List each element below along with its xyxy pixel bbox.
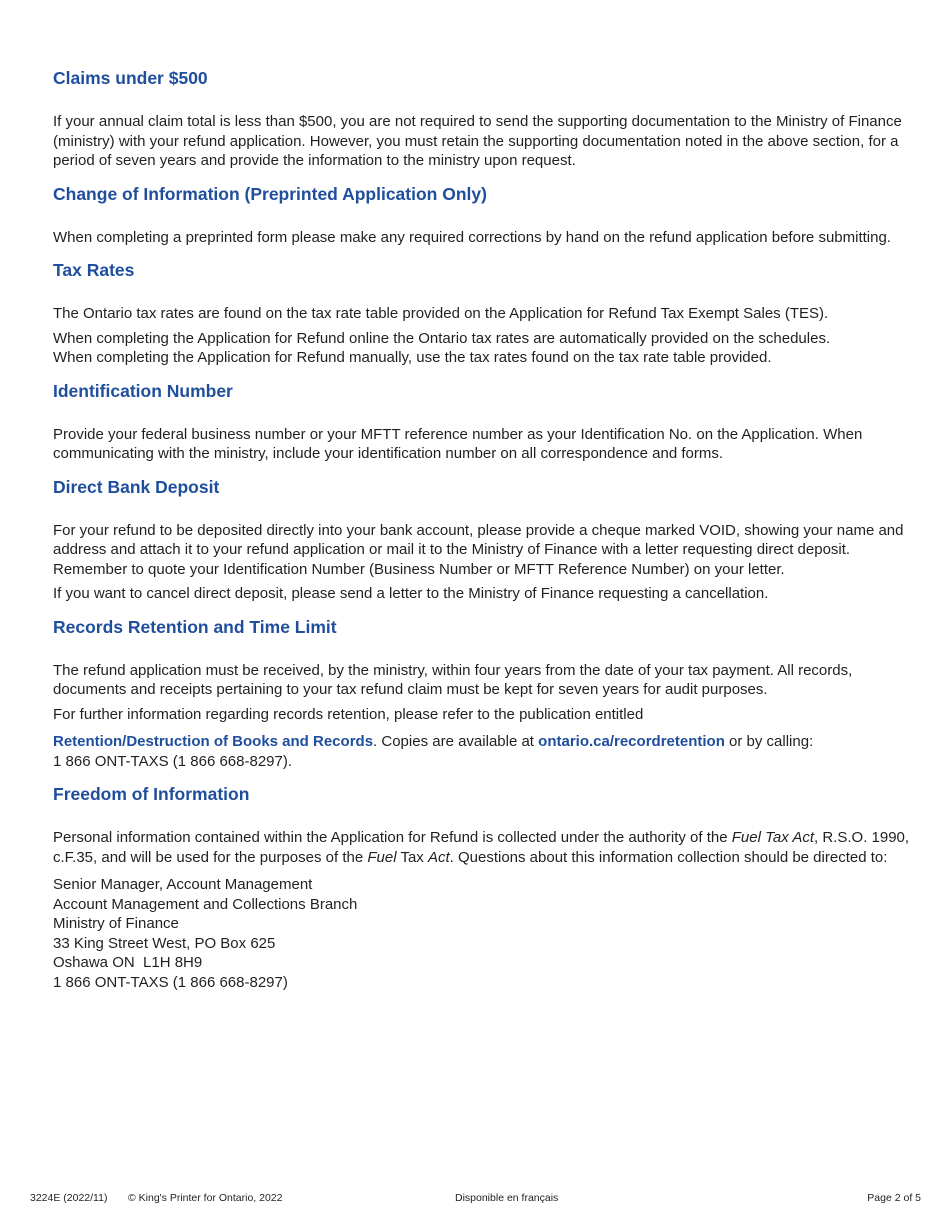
document-body <box>53 66 913 1003</box>
records-phone: 1 866 ONT-TAXS (1 866 668-8297). <box>53 752 293 770</box>
french-availability: Disponible en français <box>455 1192 559 1204</box>
section-tax-rates <box>53 258 913 368</box>
act-word-italic: Act <box>427 848 450 866</box>
heading-records-retention: Records Retention and Time Limit <box>53 616 337 637</box>
address-line: Ministry of Finance <box>53 915 179 932</box>
heading-identification-number: Identification Number <box>53 380 233 401</box>
section-identification-number <box>53 379 913 464</box>
record-retention-website-link[interactable]: ontario.ca/recordretention <box>538 733 725 750</box>
records-text-end: or by calling: <box>724 733 814 750</box>
foi-text-b: , R.S.O. 1990, c.F.35, and will be used for the purposes of the <box>53 829 910 866</box>
tax-rates-paragraph-1: The Ontario tax rates are found on the tax rate table provided on the Application for Refund Tax Exempt Sales (TES). <box>53 305 829 322</box>
deposit-paragraph-2: If you want to cancel direct deposit, please send a letter to the Ministry of Finance requesting a cancellation. <box>53 585 769 602</box>
section-direct-bank-deposit <box>53 475 913 604</box>
tax-word: Tax <box>396 848 428 866</box>
identification-paragraph: Provide your federal business number or your MFTT reference number as your Identification No. on the Application. When communicating with the ministry, include your identification number on all correspondence and forms. <box>53 425 863 462</box>
heading-change-of-information: Change of Information (Preprinted Application Only) <box>53 183 487 204</box>
records-text-mid: . Copies are available at <box>373 733 539 750</box>
address-line: Senior Manager, Account Management <box>53 876 313 893</box>
foi-text-a: Personal information contained within the Application for Refund is collected under the authority of the <box>53 829 732 846</box>
foi-paragraph <box>53 828 913 867</box>
publication-link[interactable]: Retention/Destruction of Books and Records <box>53 733 374 750</box>
form-number: 3224E (2022/11) <box>30 1192 108 1204</box>
section-records-retention <box>53 615 913 772</box>
mailing-address <box>53 875 913 992</box>
address-line: 1 866 ONT-TAXS (1 866 668-8297) <box>53 973 288 991</box>
fuel-tax-act-reference: Fuel Tax Act <box>731 829 815 846</box>
address-line: 33 King Street West, PO Box 625 <box>53 934 276 952</box>
page-footer <box>0 1192 950 1208</box>
heading-freedom-of-information: Freedom of Information <box>53 784 250 804</box>
section-claims <box>53 66 913 171</box>
copyright-notice: © King's Printer for Ontario, 2022 <box>128 1192 283 1204</box>
records-paragraph-2: For further information regarding records retention, please refer to the publication entitled <box>53 705 644 723</box>
address-line: Oshawa ON L1H 8H9 <box>53 954 203 971</box>
records-paragraph-1: The refund application must be received, by the ministry, within four years from the date of your tax payment. All records, documents and receipts pertaining to your tax refund claim must be kept for seven years for audit purposes. <box>53 661 853 698</box>
records-paragraph-3 <box>53 732 913 771</box>
fuel-word-italic: Fuel <box>367 848 397 866</box>
heading-direct-bank-deposit: Direct Bank Deposit <box>53 476 220 497</box>
address-line: Account Management and Collections Branch <box>53 895 358 913</box>
tax-rates-paragraph-2: When completing the Application for Refund online the Ontario tax rates are automatically provided on the schedules. <box>53 329 831 347</box>
tax-rates-paragraph-3: When completing the Application for Refund manually, use the tax rates found on the tax rate table provided. <box>53 349 772 366</box>
claims-paragraph: If your annual claim total is less than $500, you are not required to send the supporting documentation to the Ministry of Finance (ministry) with your refund application. However, you must retain the supporting documentation noted in the above section, for a period of seven years and provide the information to the ministry upon request. <box>53 113 902 169</box>
section-freedom-of-information <box>53 782 913 992</box>
page-number: Page 2 of 5 <box>867 1192 921 1204</box>
foi-text-c: . Questions about this information collection should be directed to: <box>449 848 888 866</box>
deposit-paragraph-1: For your refund to be deposited directly into your bank account, please provide a cheque marked VOID, showing your name and address and attach it to your refund application or mail it to the Ministry of Finance with a letter requesting direct deposit. Remember to quote your Identification Number (Business Number or MFTT Reference Number) on your letter. <box>53 521 904 578</box>
heading-tax-rates: Tax Rates <box>53 260 135 280</box>
heading-claims: Claims under $500 <box>53 68 208 88</box>
section-change-of-information <box>53 182 913 248</box>
change-paragraph: When completing a preprinted form please make any required corrections by hand on the refund application before submitting. <box>53 228 891 246</box>
